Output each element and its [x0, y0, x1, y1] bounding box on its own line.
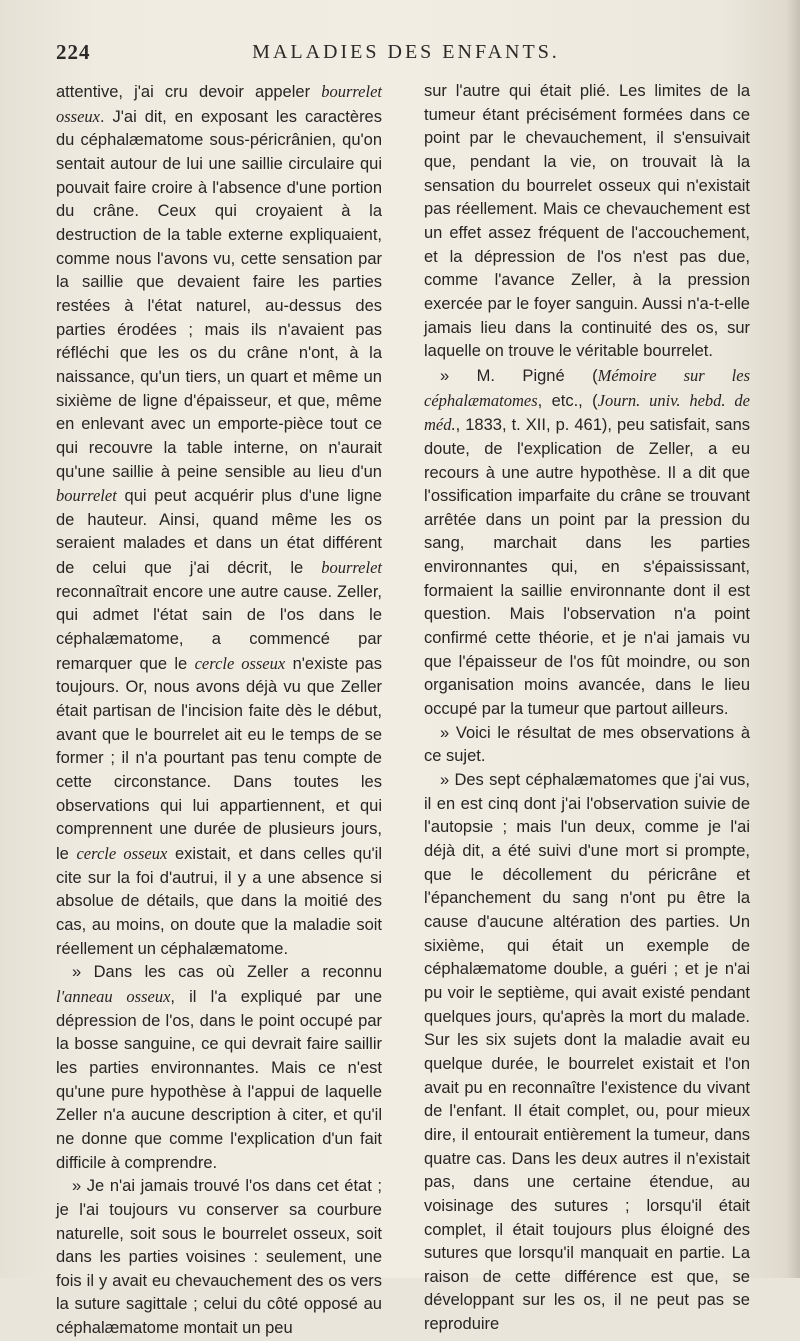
text-run: reconnaîtrait encore une autre cause. Zeller, qui admet l'état sain de l'os dans le céphalæmatome, a commencé par remarquer que le [56, 582, 382, 673]
left-column [56, 80, 382, 1341]
text-run: » M. Pigné ( [440, 366, 598, 385]
left-paragraph-3: » Je n'ai jamais trouvé l'os dans cet état ; je l'ai toujours vu conserver sa courbure naturelle, soit sous le bourrelet osseux, soit dans les parties voisines : seulement, une fois il y avait eu chevauchement des os vers la suture sagittale ; celui du côté opposé au céphalæmatome montait un peu [56, 1177, 382, 1338]
italic-term: cercle osseux [194, 653, 286, 673]
italic-term: bourrelet [56, 486, 117, 506]
right-paragraph-4: » Des sept céphalæmatomes que j'ai vus, il en est cinq dont j'ai l'observation suivie de l'autopsie ; mais l'un deux, comme je l'ai déjà dit, a été suivi d'une mort si prompte, que le décollement du péricrâne et l'épanchement du sang n'ont pu être la cause d'aucune altération des parties. Un sixième, qui était un exemple de céphalæmatome double, a guéri ; et je n'ai pu voir le septième, qui avait existé pendant quelques jours, qu'après la mort du malade. Sur les six sujets dont la maladie avait eu quelque durée, le bourrelet existait et l'on avait pu en reconnaître l'existence du vivant de l'enfant. Il était complet, ou, pour mieux dire, il entourait entièrement la tumeur, dans quatre cas. Dans les deux autres il n'existait pas, dans une certaine étendue, au voisinage des sutures ; lorsqu'il était complet, il était toujours plus éloigné des sutures que lorsqu'il manquait en partie. La raison de cette différence est que, se développant sur les os, il ne peut pas se reproduire [424, 771, 750, 1334]
italic-citation: Mémoire sur les céphalæmatomes [424, 365, 750, 410]
text-run: existait, et dans celles qu'il cite sur la foi d'autrui, il y a une absence si absolue de détails, que dans la moitié des cas, au moins, on doute que la maladie soit réellement un céphalæmatome. [56, 845, 382, 958]
right-paragraph-1: sur l'autre qui était plié. Les limites de la tumeur étant précisément formées dans ce point par le chevauchement, il s'ensuivait que, pendant la vie, on trouvait là la sensation du bourrelet osseux qui n'existait pas réellement. Mais ce chevauchement est un effet assez fréquent de l'accouchement, et la dépression de l'os n'est pas due, comme l'avance Zeller, à la pression exercée par le foyer sanguin. Aussi n'a-t-elle jamais lieu dans la continuité des os, sur laquelle on trouve le véritable bourrelet. [424, 82, 750, 361]
right-paragraph-2 [424, 364, 750, 722]
right-paragraph-3: » Voici le résultat de mes observations à ce sujet. [424, 723, 750, 766]
left-paragraph-2 [56, 961, 382, 1175]
italic-term: l'anneau osseux [56, 986, 171, 1006]
page-edge-shadow [786, 0, 800, 1278]
text-run: qui peut acquérir plus d'une ligne de hauteur. Ainsi, quand même les os seraient malades et dans un état différent de celui que j'ai décrit, le [56, 487, 382, 578]
italic-term: bourrelet [321, 558, 382, 578]
text-columns [56, 80, 750, 1338]
italic-citation: Journ. univ. hebd. de méd. [424, 390, 750, 435]
text-run: , il l'a expliqué par une dépression de l'os, dans le point occupé par la bosse sanguine, ce qui devrait faire saillir les parties environnantes. Mais ce n'est qu'une pure hypothèse à l'appui de laquelle Zeller n'a aucune description à citer, et qu'il ne donne que comme l'explication d'un fait difficile à comprendre. [56, 987, 382, 1172]
left-paragraph-1 [56, 80, 382, 961]
running-head: MALADIES DES ENFANTS. [252, 41, 560, 63]
text-run: , 1833, t. XII, p. 461), peu satisfait, sans doute, de l'explication de Zeller, a eu recours à une autre hypothèse. Il a dit que l'ossification imparfaite du crâne se trouvant arrêtée dans un point par la pression du sang, marchait dans les parties environnantes qui, en s'épaississant, formaient la saillie environnante dont il est question. Mais l'observation n'a point confirmé cette théorie, et je n'ai jamais vu que l'épaisseur de l'os fût moindre, ou son organisation moins avancée, dans le lieu occupé par la tumeur que partout ailleurs. [424, 416, 750, 719]
page-header [56, 40, 750, 66]
text-run: » Dans les cas où Zeller a reconnu [72, 963, 382, 982]
page-number: 224 [56, 40, 91, 64]
italic-term: bourrelet osseux [56, 82, 382, 126]
right-column [424, 80, 750, 1337]
text-run: n'existe pas toujours. Or, nous avons déjà vu que Zeller était partisan de l'incision faite dès le début, avant que le bourrelet ait eu le temps de se former ; il n'a pourtant pas tenu compte de cette circonstance. Dans toutes les observations qui lui appartiennent, et qui comprennent une durée de plusieurs jours, le [56, 654, 382, 863]
text-run: . J'ai dit, en exposant les caractères du céphalæmatome sous-péricrânien, qu'on sentait autour de lui une saillie circulaire qui pouvait faire croire à l'absence d'une portion du crâne. Ceux qui croyaient à la destruction de la table externe expliquaient, comme nous l'avons vu, cette sensation par la saillie que devaient faire les parties restées à l'état naturel, au-dessus des parties érodées ; mais ils n'avaient pas réfléchi que les os du crâne n'ont, à la naissance, qu'un tiers, un quart et même un sixième de ligne d'épaisseur, et que, même en enlevant avec un emporte-pièce tout ce qui recouvre la table interne, on n'aurait qu'une saillie à peine sensible au lieu d'un [56, 107, 382, 481]
text-run: attentive, j'ai cru devoir appeler [56, 83, 322, 101]
text-run: , etc., ( [537, 391, 598, 410]
italic-term: cercle osseux [76, 844, 168, 863]
